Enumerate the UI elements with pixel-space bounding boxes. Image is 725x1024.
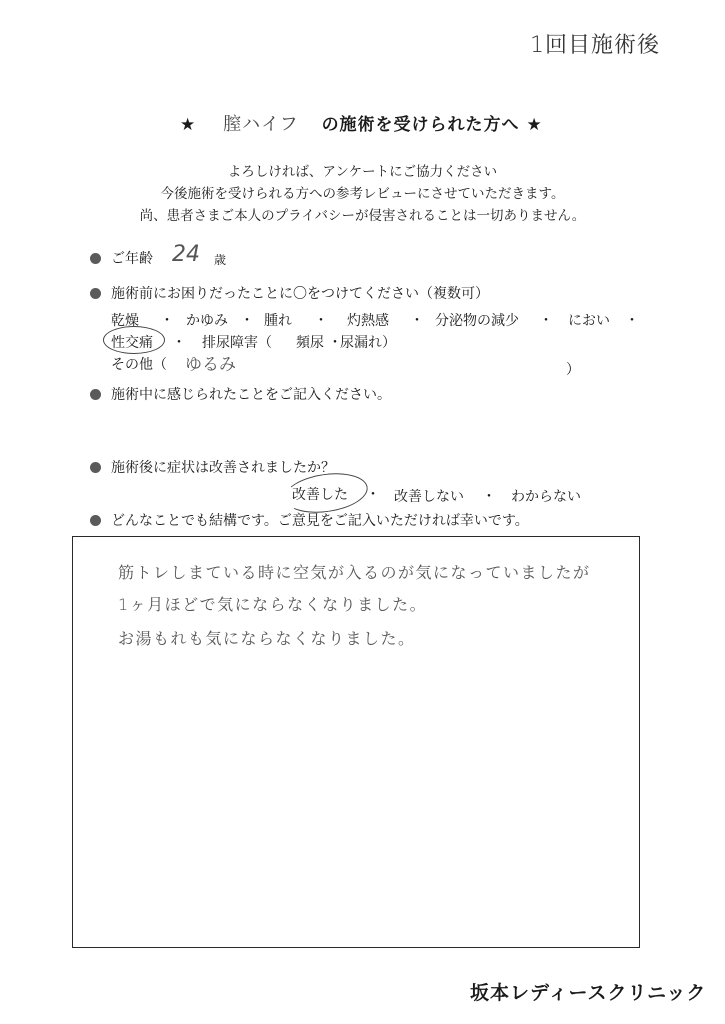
q1-option-burning: 灼熱感 [347, 313, 389, 329]
q2-question: 施術中に感じられたことをご記入ください。 [111, 387, 391, 403]
comment-line-2: 1ヶ月ほどで気にならなくなりました。 [118, 595, 428, 614]
form-title [180, 110, 543, 136]
bullet-icon [90, 253, 101, 264]
separator: ・ [539, 313, 553, 329]
q3-option-unknown: わからない [511, 489, 581, 505]
q1-option-frequent-urination: 頻尿 [296, 335, 324, 351]
separator: ・ [366, 487, 380, 503]
q3-option-improved: 改善した [292, 487, 348, 503]
q1-other-value: ゆるみ [185, 355, 236, 375]
age-label: ご年齢 [111, 251, 153, 267]
star-right-icon: ★ [526, 115, 543, 135]
separator: ・ [160, 313, 174, 329]
selection-circle [103, 326, 165, 354]
star-left-icon: ★ [180, 115, 197, 135]
intro-line-1: よろしければ、アンケートにご協力ください [227, 164, 498, 180]
q1-option-urination: 排尿障害（ [202, 335, 272, 351]
age-value: 24 [172, 242, 200, 267]
q1-option-itching: かゆみ [186, 313, 228, 329]
bullet-icon [90, 462, 101, 473]
bullet-icon [90, 515, 101, 526]
intro-line-2: 今後施術を受けられる方への参考レビューにさせていただきます。 [160, 186, 565, 202]
separator: ・ [314, 313, 328, 329]
separator: ・ [410, 313, 424, 329]
separator: ・ [172, 335, 186, 351]
clinic-name: 坂本レディースクリニック [470, 982, 707, 1004]
q1-option-incontinence: 尿漏れ） [340, 335, 396, 351]
q1-other-label: その他（ [111, 357, 167, 373]
q1-question: 施術前にお困りだったことに〇をつけてください（複数可） [111, 286, 489, 302]
q1-other-close: ） [566, 362, 580, 378]
header-note: 1回目施術後 [530, 33, 660, 58]
bullet-icon [90, 389, 101, 400]
age-unit: 歳 [214, 253, 227, 267]
q3-question: 施術後に症状は改善されましたか？ [111, 460, 335, 476]
intro-line-3: 尚、患者さまご本人のプライバシーが侵害されることは一切ありません。 [139, 208, 586, 224]
separator: ・ [625, 313, 639, 329]
separator: ・ [482, 489, 496, 505]
comment-line-1: 筋トレしまている時に空気が入るのが気になっていましたが [118, 563, 591, 582]
q1-option-discharge-decrease: 分泌物の減少 [435, 313, 519, 329]
q1-option-odor: におい [568, 313, 610, 329]
q1-option-dryness: 乾燥 [111, 313, 139, 329]
q4-question: どんなことでも結構です。ご意見をご記入いただければ幸いです。 [111, 513, 529, 529]
title-text: の施術を受けられた方へ [321, 115, 520, 135]
separator: ・ [328, 335, 342, 351]
q3-option-not-improved: 改善しない [394, 489, 464, 505]
q1-option-swelling: 腫れ [264, 313, 292, 329]
bullet-icon [90, 288, 101, 299]
q1-option-dyspareunia: 性交痛 [111, 335, 153, 351]
treatment-name: 膣ハイフ [223, 114, 299, 135]
comment-line-3: お湯もれも気にならなくなりました。 [118, 629, 416, 648]
separator: ・ [240, 313, 254, 329]
